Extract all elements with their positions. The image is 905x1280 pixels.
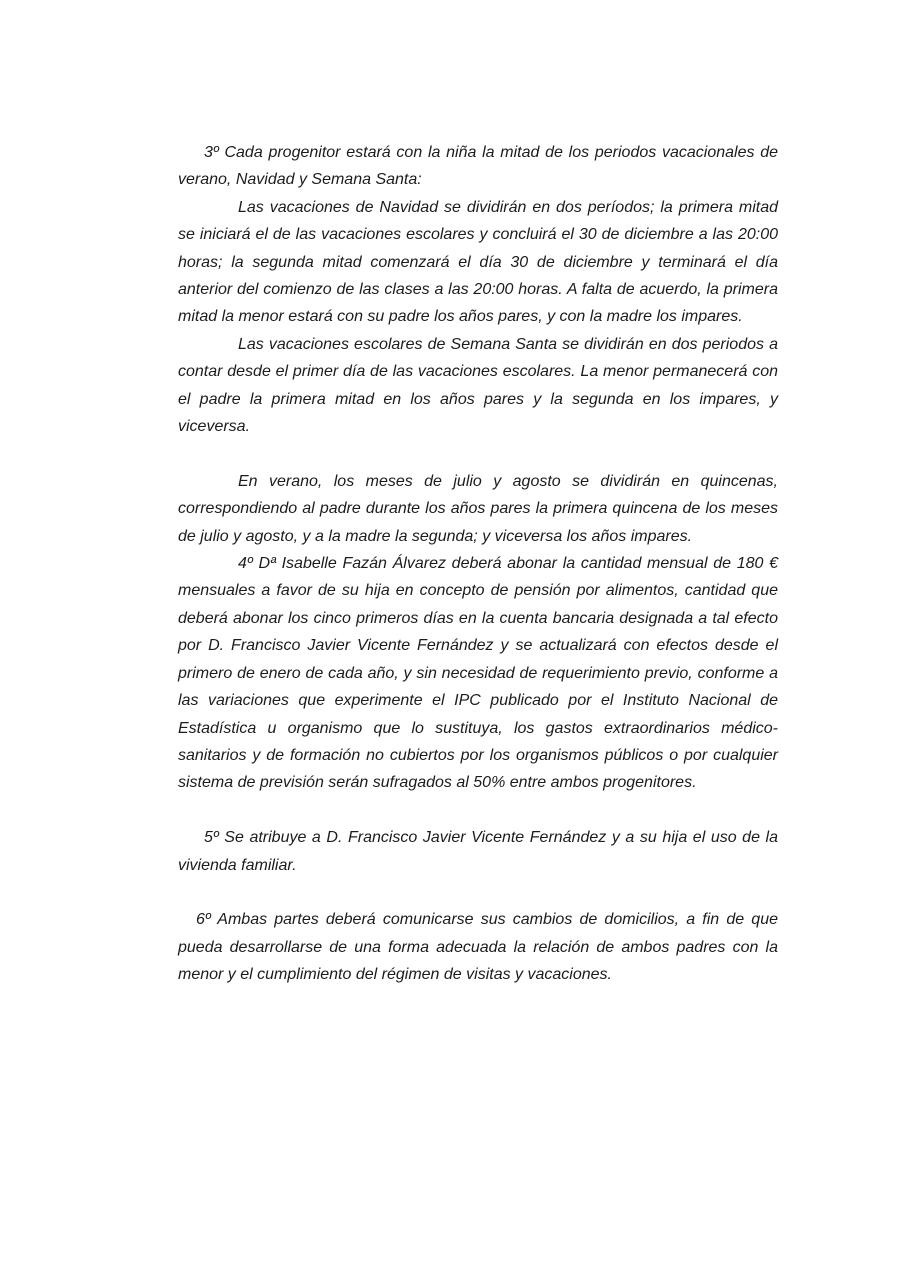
document-paragraph: 4º Dª Isabelle Fazán Álvarez deberá abonar la cantidad mensual de 180 € mensuales a favor de su hija en concepto de pensión por alimentos, cantidad que deberá abonar los cinco primeros días en la cuenta bancaria designada a tal efecto por D. Francisco Javier Vicente Fernández y se actualizará con efectos desde el primero de enero de cada año, y sin necesidad de requerimiento previo, conforme a las variaciones que experimente el IPC publicado por el Instituto Nacional de Estadística u organismo que lo sustituya, los gastos extraordinarios médico-sanitarios y de formación no cubiertos por los organismos públicos o por cualquier sistema de previsión serán sufragados al 50% entre ambos progenitores. bbox=[178, 555, 778, 792]
document-paragraph: En verano, los meses de julio y agosto se dividirán en quincenas, correspondiendo al padre durante los años pares la primera quincena de los meses de julio y agosto, y a la madre la segunda; y viceversa los años impares. bbox=[178, 472, 778, 545]
document-body bbox=[178, 139, 778, 989]
document-paragraph: 5º Se atribuye a D. Francisco Javier Vicente Fernández y a su hija el uso de la vivienda familiar. bbox=[178, 829, 778, 874]
document-paragraph: 6º Ambas partes deberá comunicarse sus cambios de domicilios, a fin de que pueda desarrollarse de una forma adecuada la relación de ambos padres con la menor y el cumplimiento del régimen de visitas y vacaciones. bbox=[178, 911, 778, 984]
document-paragraph: 3º Cada progenitor estará con la niña la mitad de los periodos vacacionales de verano, Navidad y Semana Santa: bbox=[178, 144, 778, 189]
document-paragraph: Las vacaciones de Navidad se dividirán en dos períodos; la primera mitad se iniciará el de las vacaciones escolares y concluirá el 30 de diciembre a las 20:00 horas; la segunda mitad comenzará el día 30 de diciembre y terminará el día anterior del comienzo de las clases a las 20:00 horas. A falta de acuerdo, la primera mitad la menor estará con su padre los años pares, y con la madre los impares. bbox=[178, 198, 778, 326]
document-paragraph: Las vacaciones escolares de Semana Santa se dividirán en dos periodos a contar desde el primer día de las vacaciones escolares. La menor permanecerá con el padre la primera mitad en los años pares y la segunda en los impares, y viceversa. bbox=[178, 335, 778, 436]
